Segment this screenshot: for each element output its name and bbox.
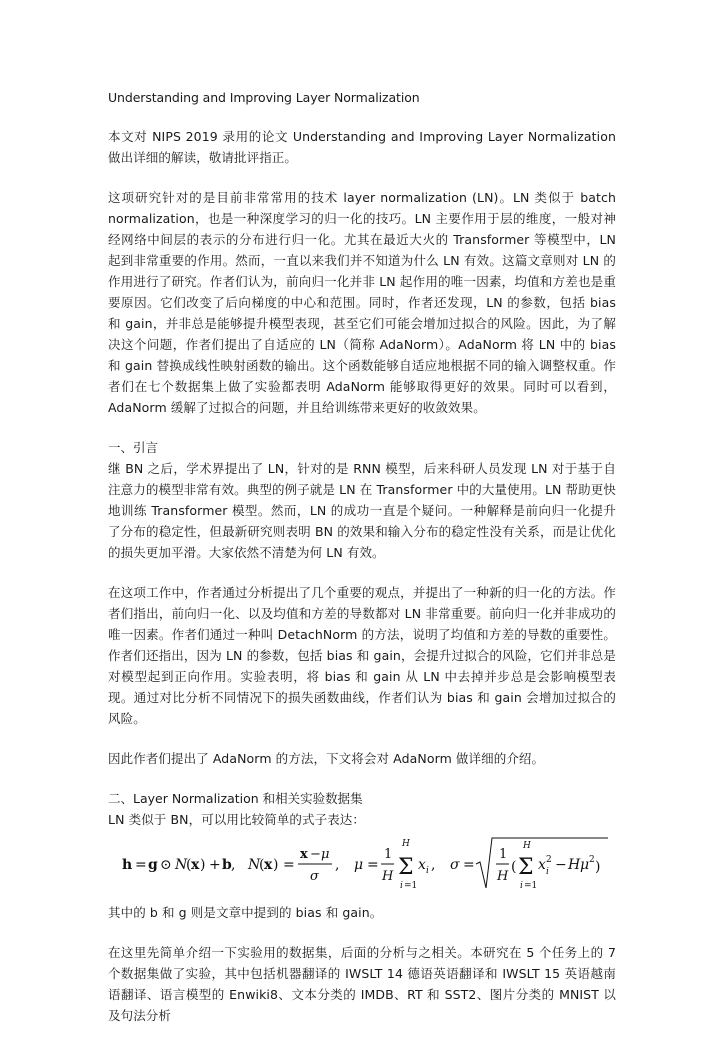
formula-graphic [108,834,616,894]
svg-text:x: x [191,857,200,873]
svg-text:=: = [367,857,379,873]
svg-text:(: ( [511,859,517,875]
svg-text:b: b [222,857,232,873]
svg-text:,: , [335,857,340,873]
svg-text:i: i [426,866,429,876]
svg-text:−: − [555,857,567,873]
introduction-paragraph-1: 继 BN 之后，学术界提出了 LN，针对的是 RNN 模型，后来科研人员发现 LN 对于基于自注意力的模型非常有效。典型的例子就是 LN 在 Transformer 中的大量使用。LN 帮助更快地训练 Transformer 模型。然而，LN 的成功一直是个疑问。一种解释是前向归一化提升了分布的稳定性，但最新研究则表明 BN 的效果和输入分布的稳定性没有关系，而是让优化的损失更加平滑。大家依然不清楚为何 LN 有效。 [108,461,616,560]
svg-text:): ) [200,857,206,873]
layer-norm-formula [108,834,616,894]
svg-text:μ: μ [580,857,590,873]
svg-text:,: , [231,857,236,873]
svg-text:H: H [402,839,410,849]
introduction-paragraph-3: 因此作者们提出了 AdaNorm 的方法，下文将会对 AdaNorm 做详细的介绍。 [108,751,545,766]
svg-text:H: H [568,857,581,873]
svg-text:+: + [209,857,221,873]
svg-text:2: 2 [546,855,552,865]
formula-explanation: 其中的 b 和 g 则是文章中提到的 bias 和 gain。 [108,905,383,920]
svg-text:N: N [175,857,188,873]
svg-text:x: x [264,857,273,873]
svg-text:x: x [418,857,426,873]
svg-text:): ) [273,857,279,873]
svg-text:): ) [595,859,601,875]
svg-text:1: 1 [499,847,508,862]
svg-text:Σ: Σ [398,855,414,880]
abstract-paragraph: 这项研究针对的是目前非常常用的技术 layer normalization (LN)。LN 类似于 batch normalization，也是一种深度学习的归一化的技巧。LN 主要作用于层的维度，一般对神经网络中间层的表示的分布进行归一化。尤其在最近大火的 Transformer 等模型中，LN 起到非常重要的作用。然而，一直以来我们并不知道为什么 LN 有效。这篇文章则对 LN 的作用进行了研究。作者们认为，前向归一化并非 LN 起作用的唯一因素，均值和方差也是重要原因。它们改变了后向梯度的中心和范围。同时，作者还发现，LN 的参数，包括 bias 和 gain，并非总是能够提升模型表现，甚至它们可能会增加过拟合的风险。因此，为了解决这个问题，作者们提出了自适应的 LN（简称 AdaNorm）。AdaNorm 将 LN 中的 bias 和 gain 替换成线性映射函数的输出。这个函数能够自适应地根据不同的输入调整权重。作者们在七个数据集上做了实验都表明 AdaNorm 能够取得更好的效果。同时可以看到，AdaNorm 缓解了过拟合的问题，并且给训练带来更好的收敛效果。 [108,190,616,415]
svg-text:i: i [400,881,403,891]
svg-text:N: N [248,857,261,873]
intro-paragraph: 本文对 NIPS 2019 录用的论文 Understanding and Improving Layer Normalization 做出详细的解读，敬请批评指正。 [108,129,616,165]
svg-text:⊙: ⊙ [160,857,172,873]
svg-text:H: H [497,869,509,884]
svg-text:1: 1 [384,847,393,862]
svg-text:σ: σ [310,869,319,884]
svg-text:Σ: Σ [518,855,534,880]
svg-text:H: H [382,869,394,884]
svg-text:x: x [538,857,546,873]
svg-text:2: 2 [589,855,595,865]
svg-text:,: , [431,857,436,873]
svg-text:g: g [148,857,158,873]
article [108,88,616,1045]
formula-lead-text: LN 类似于 BN，可以用比较简单的式子表达： [108,812,365,827]
svg-text:=1: =1 [404,881,418,891]
svg-text:i: i [520,881,523,891]
section-heading-layer-normalization: 二、Layer Normalization 和相关实验数据集 [108,791,363,806]
svg-text:h: h [122,857,133,873]
svg-text:(: ( [186,857,192,873]
datasets-paragraph: 在这里先简单介绍一下实验用的数据集，后面的分析与之相关。本研究在 5 个任务上的 7 个数据集做了实验，其中包括机器翻译的 IWSLT 14 德语英语翻译和 IWSLT 15 英语越南语翻译、语言模型的 Enwiki8、文本分类的 IMDB、RT 和 SST2、图片分类的 MNIST 以及句法分析 [108,945,616,1023]
svg-text:μ: μ [321,847,330,862]
svg-text:i: i [546,867,549,877]
svg-text:=: = [283,857,295,873]
introduction-paragraph-2: 在这项工作中，作者通过分析提出了几个重要的观点，并提出了一种新的归一化的方法。作者们指出，前向归一化、以及均值和方差的导数都对 LN 非常重要。前向归一化并非成功的唯一因素。作者们通过一种叫 DetachNorm 的方法，说明了均值和方差的导数的重要性。作者们还指出，因为 LN 的参数，包括 bias 和 gain，会提升过拟合的风险，它们并非总是对模型起到正向作用。实验表明，将 bias 和 gain 从 LN 中去掉并步总是会影响模型表现。通过对比分析不同情况下的损失函数曲线，作者们认为 bias 和 gain 会增加过拟合的风险。 [108,585,616,726]
article-title: Understanding and Improving Layer Normalization [108,90,420,105]
svg-text:μ: μ [354,857,364,873]
svg-text:(: ( [259,857,265,873]
svg-text:x: x [300,847,308,862]
section-heading-introduction: 一、引言 [108,440,159,455]
svg-text:H: H [523,841,531,851]
svg-text:σ: σ [450,857,460,873]
svg-text:=: = [135,857,147,873]
svg-text:=: = [463,857,475,873]
svg-text:=1: =1 [524,881,538,891]
svg-text:−: − [310,847,321,862]
